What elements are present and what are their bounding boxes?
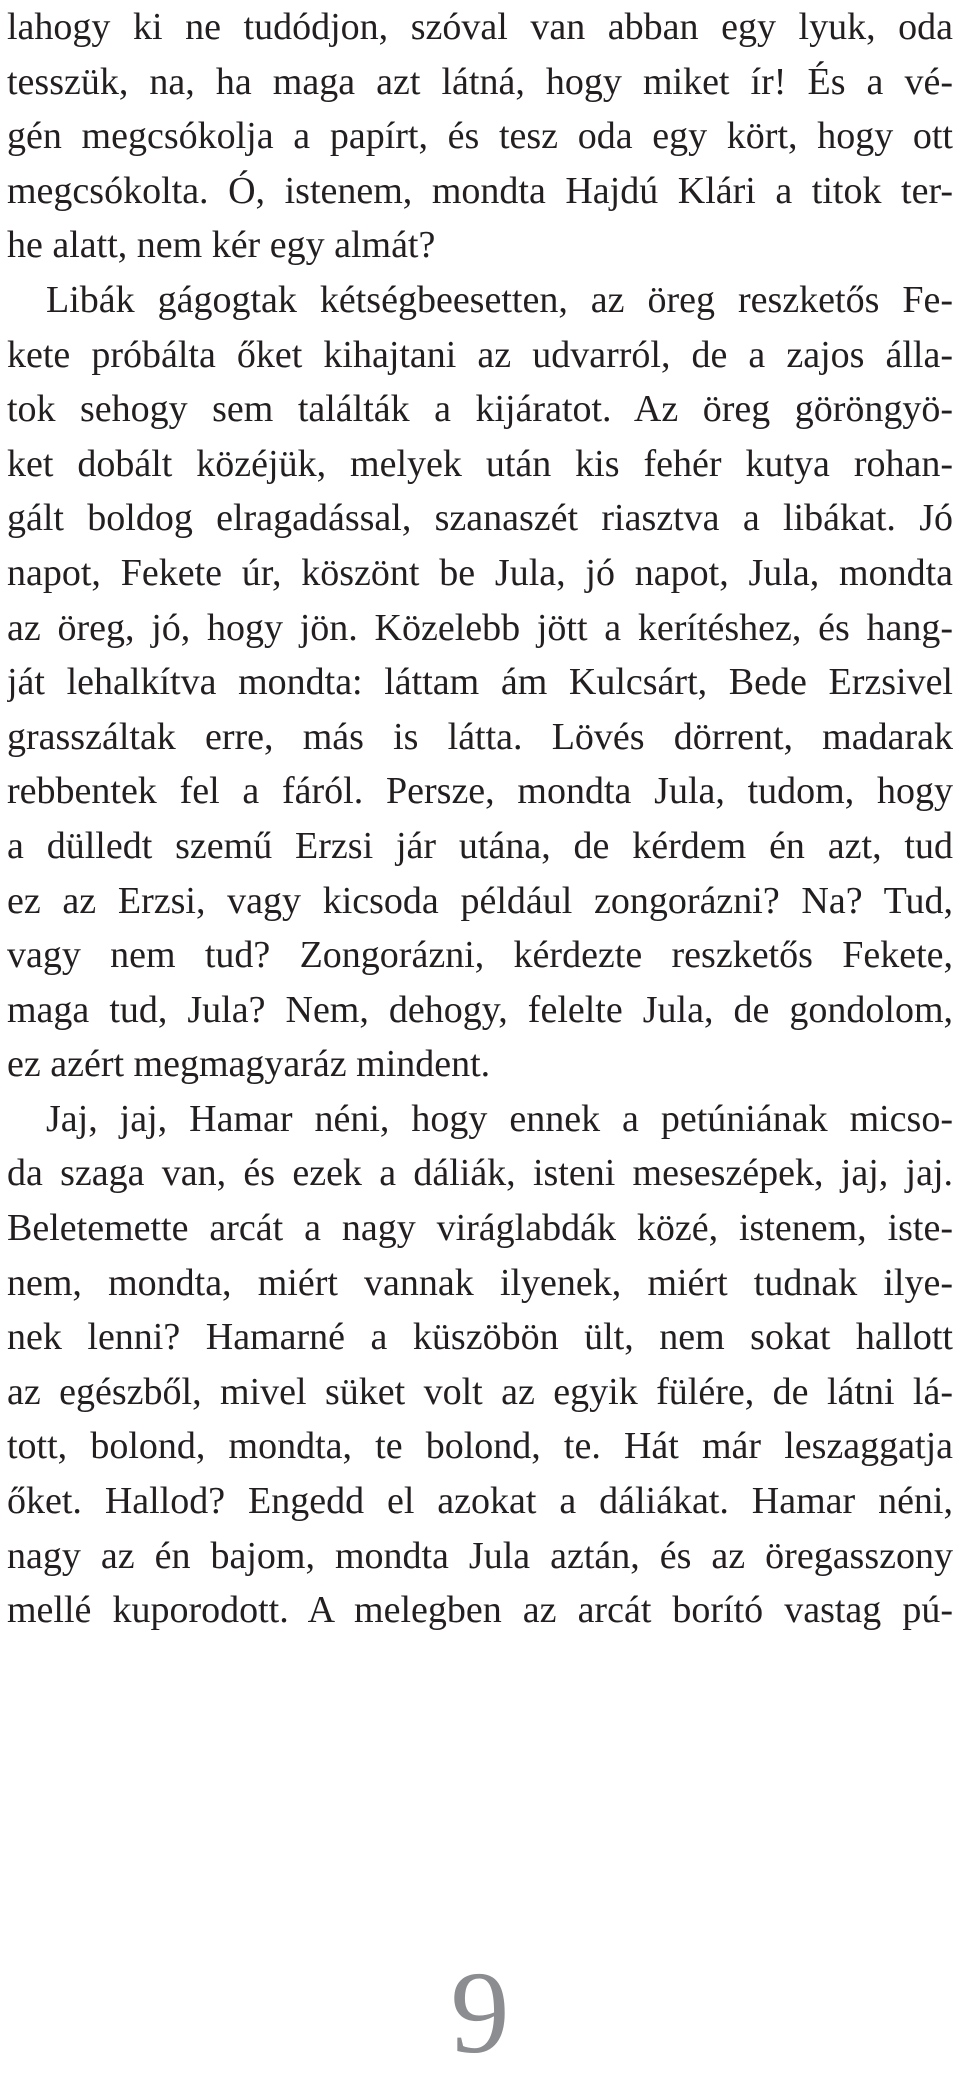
text-line: da szaga van, és ezek a dáliák, isteni meseszépek, jaj, jaj. bbox=[7, 1152, 953, 1195]
text-line: nem, mondta, miért vannak ilyenek, miért tudnak ilye- bbox=[7, 1261, 953, 1304]
text-line: a dülledt szemű Erzsi jár utána, de kérdem én azt, tud bbox=[7, 824, 953, 867]
paragraph bbox=[7, 1092, 953, 1638]
text-line: megcsókolta. Ó, istenem, mondta Hajdú Klári a titok ter- bbox=[7, 169, 953, 212]
text-line: ját lehalkítva mondta: láttam ám Kulcsárt, Bede Erzsivel bbox=[7, 661, 953, 704]
text-line: vagy nem tud? Zongorázni, kérdezte reszketős Fekete, bbox=[7, 934, 953, 977]
text-line: Libák gágogtak kétségbeesetten, az öreg reszketős Fe- bbox=[46, 278, 953, 321]
text-line: ez az Erzsi, vagy kicsoda például zongorázni? Na? Tud, bbox=[7, 879, 953, 922]
text-line: az öreg, jó, hogy jön. Közelebb jött a kerítéshez, és hang- bbox=[7, 606, 953, 649]
text-line: nagy az én bajom, mondta Jula aztán, és az öregasszony bbox=[7, 1534, 953, 1577]
text-line: he alatt, nem kér egy almát? bbox=[7, 224, 436, 267]
body-text bbox=[7, 0, 953, 1638]
page-number: 9 bbox=[450, 1947, 510, 2078]
text-line: ket dobált közéjük, melyek után kis fehér kutya rohan- bbox=[7, 442, 953, 485]
text-line: ez azért megmagyaráz mindent. bbox=[7, 1043, 491, 1086]
text-line: mellé kuporodott. A melegben az arcát borító vastag pú- bbox=[7, 1589, 953, 1632]
text-line: az egészből, mivel süket volt az egyik fülére, de látni lá- bbox=[7, 1370, 953, 1413]
text-line: maga tud, Jula? Nem, dehogy, felelte Jula, de gondolom, bbox=[7, 988, 953, 1031]
paragraph bbox=[7, 273, 953, 1092]
text-line: gált boldog elragadással, szanaszét riasztva a libákat. Jó bbox=[7, 497, 953, 540]
text-line: rebbentek fel a fáról. Persze, mondta Jula, tudom, hogy bbox=[7, 770, 953, 813]
text-line: tott, bolond, mondta, te bolond, te. Hát már leszaggatja bbox=[7, 1425, 953, 1468]
text-line: kete próbálta őket kihajtani az udvarról, de a zajos álla- bbox=[7, 333, 953, 376]
text-line: nek lenni? Hamarné a küszöbön ült, nem sokat hallott bbox=[7, 1316, 953, 1359]
text-line: Jaj, jaj, Hamar néni, hogy ennek a petúniának micso- bbox=[46, 1097, 953, 1140]
text-line: Beletemette arcát a nagy viráglabdák közé, istenem, iste- bbox=[7, 1207, 953, 1250]
text-line: őket. Hallod? Engedd el azokat a dáliákat. Hamar néni, bbox=[7, 1480, 953, 1523]
text-line: tesszük, na, ha maga azt látná, hogy miket ír! És a vé- bbox=[7, 60, 953, 103]
text-line: tok sehogy sem találták a kijáratot. Az öreg göröngyö- bbox=[7, 388, 953, 431]
text-line: grasszáltak erre, más is látta. Lövés dörrent, madarak bbox=[7, 715, 953, 758]
text-line: gén megcsókolja a papírt, és tesz oda egy kört, hogy ott bbox=[7, 115, 953, 158]
text-line: napot, Fekete úr, köszönt be Jula, jó napot, Jula, mondta bbox=[7, 551, 953, 594]
text-line: lahogy ki ne tudódjon, szóval van abban egy lyuk, oda bbox=[7, 6, 953, 48]
paragraph bbox=[7, 0, 953, 273]
